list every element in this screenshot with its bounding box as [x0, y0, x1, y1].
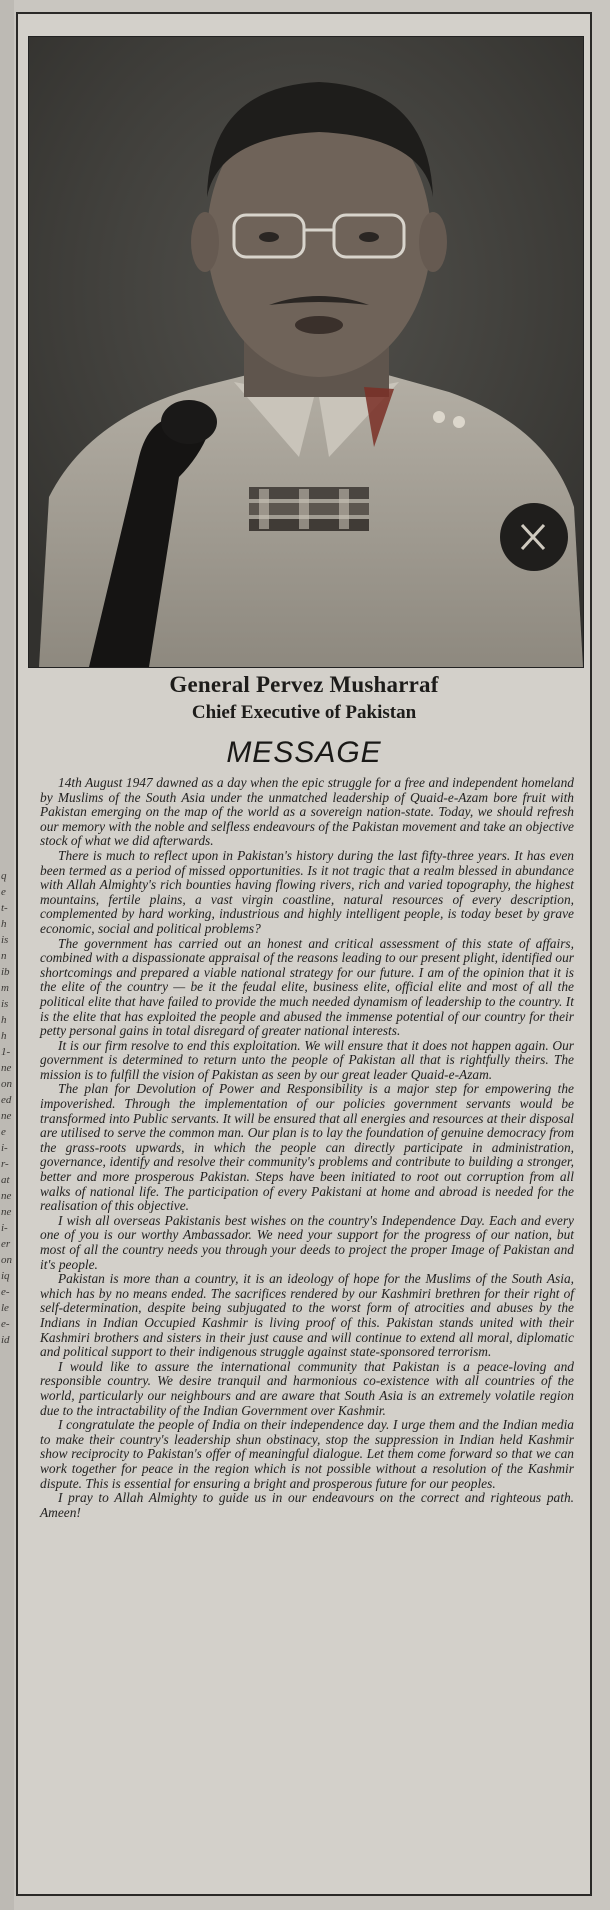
column-fragment: r-	[1, 1158, 9, 1170]
column-fragment: h	[1, 918, 7, 930]
paragraph: I wish all overseas Pakistanis best wishes on the country's Independence Day. Each and every one of you is our worthy Ambassador. We need your support for the progress of our nation, but most of all the country needs you through your deeds to project the proper Image of Pakistan and it's people.	[40, 1212, 574, 1272]
message-heading: MESSAGE	[226, 736, 382, 769]
column-fragment: h	[1, 1014, 7, 1026]
column-fragment: e-	[1, 1318, 10, 1330]
paragraph: I would like to assure the international community that Pakistan is a peace-loving and responsible country. We desire tranquil and harmonious co-existence with all countries of the world, particularly our neighbours and are aware that South Asia is an extremely volatile region due to the intractability of the Indian Government over Kashmir.	[40, 1358, 574, 1418]
paragraph: Pakistan is more than a country, it is an ideology of hope for the Muslims of the South Asia, which has by no means ended. The sacrifices rendered by our Kashmiri brethren for their right of self-determination, despite being subjugated to the worst form of atrocities and abuses by the Indians in Indian Occupied Kashmir is living proof of this. Pakistan stands united with their Kashmiri brothers and sisters in their just cause and will continue to extend all moral, diplomatic and political support to their indigenous struggle against state-sponsored terrorism.	[40, 1271, 574, 1360]
paragraph: The plan for Devolution of Power and Responsibility is a major step for empowering the impoverished. Through the implementation of our policies government servants would be transformed into Public servants. It will be ensured that all energies and resources at their disposal are utilised to serve the common man. Our plan is to lay the foundation of genuine democracy from the grass-roots upwards, in which the people can directly participate in administration, governance, identify and resolve their community's problems and contribute to building a stronger, better and more prosperous Pakistan. Steps have been initiated to root out corruption from all walks of national life. The participation of every Pakistani at home and abroad is needed for the realisation of this objective.	[40, 1081, 574, 1214]
column-fragment: ib	[1, 966, 10, 978]
column-fragment: ne	[1, 1190, 12, 1202]
column-fragment: n	[1, 950, 7, 962]
column-fragment: q	[1, 870, 7, 882]
column-fragment: at	[1, 1174, 10, 1186]
column-fragment: i-	[1, 1222, 8, 1234]
column-fragment: t-	[1, 902, 8, 914]
article-frame	[16, 12, 592, 1896]
column-fragment: le	[1, 1302, 9, 1314]
column-fragment: er	[1, 1238, 11, 1250]
adjacent-column-strip	[0, 0, 14, 1910]
column-fragment: is	[1, 998, 9, 1010]
paragraph: There is much to reflect upon in Pakistan's history during the last fifty-three years. It has even been termed as a period of missed opportunities. Is it not tragic that a realm blessed in abundance with Allah Almighty's rich bounties having flowing rivers, rich and varied topography, the highest mountains, fertile plains, a vast virgin coastline, natural resources of every description, complemented by hard working, industrious and highly intelligent people, is today beset by grave economic, social and political problems?	[40, 847, 574, 936]
paragraph: I congratulate the people of India on their independence day. I urge them and the Indian media to make their country's leadership shun obstinacy, stop the suppression in Indian held Kashmir show reciprocity to Pakistan's offer of meaningful dialogue. Let them come forward so that we can work together for peace in the region which is not possible without a resolution of the Kashmir dispute. This is essential for ensuring a bright and prosperous future for our peoples.	[40, 1417, 574, 1491]
paragraph: I pray to Allah Almighty to guide us in our endeavours on the correct and righteous path. Ameen!	[40, 1490, 574, 1520]
column-fragment: on	[1, 1078, 12, 1090]
column-fragment: 1-	[1, 1046, 11, 1058]
paragraph: It is our firm resolve to end this exploitation. We will ensure that it does not happen again. Our government is determined to return unto the people of Pakistan all that is rightfully theirs. The mission is to fulfill the vision of Pakistan as seen by our great leader Quaid-e-Azam.	[40, 1037, 574, 1082]
column-fragment: ne	[1, 1206, 12, 1218]
message-body	[40, 776, 574, 1520]
column-fragment: ne	[1, 1062, 12, 1074]
portrait-photo	[28, 36, 584, 668]
column-fragment: ed	[1, 1094, 12, 1106]
column-fragment: ne	[1, 1110, 12, 1122]
column-fragment: h	[1, 1030, 7, 1042]
person-title: Chief Executive of Pakistan	[191, 702, 417, 723]
column-fragment: iq	[1, 1270, 10, 1282]
column-fragment: on	[1, 1254, 12, 1266]
person-name: General Pervez Musharraf	[169, 672, 439, 697]
column-fragment: id	[1, 1334, 10, 1346]
column-fragment: e-	[1, 1286, 10, 1298]
column-fragment: is	[1, 934, 9, 946]
portrait-illustration	[29, 37, 583, 667]
paragraph: The government has carried out an honest and critical assessment of this state of affairs, combined with a dispassionate appraisal of the reasons leading to our present plight, identified our shortcomings and prepared a viable national strategy for our future. I am of the opinion that it is the elite of the country — be it the feudal elite, business elite, official elite and most of all the political elite that have failed to provide the much needed dynamism of leadership to the country. It is the elite that has exploited the people and abused the immense potential of our country for their petty personal gains in total disregard of greater national interests.	[40, 935, 574, 1039]
column-fragment: e	[1, 886, 6, 898]
paragraph: 14th August 1947 dawned as a day when the epic struggle for a free and independent homeland by Muslims of the South Asia under the unmatched leadership of Quaid-e-Azam bore fruit with Pakistan emerging on the map of the world as a sovereign nation-state. Today, we should refresh our memory with the noble and selfless endeavours of the Pakistan movement and take an objective stock of what we did afterwards.	[40, 775, 574, 849]
column-fragment: m	[1, 982, 9, 994]
column-fragment: e	[1, 1126, 6, 1138]
column-fragment: i-	[1, 1142, 8, 1154]
